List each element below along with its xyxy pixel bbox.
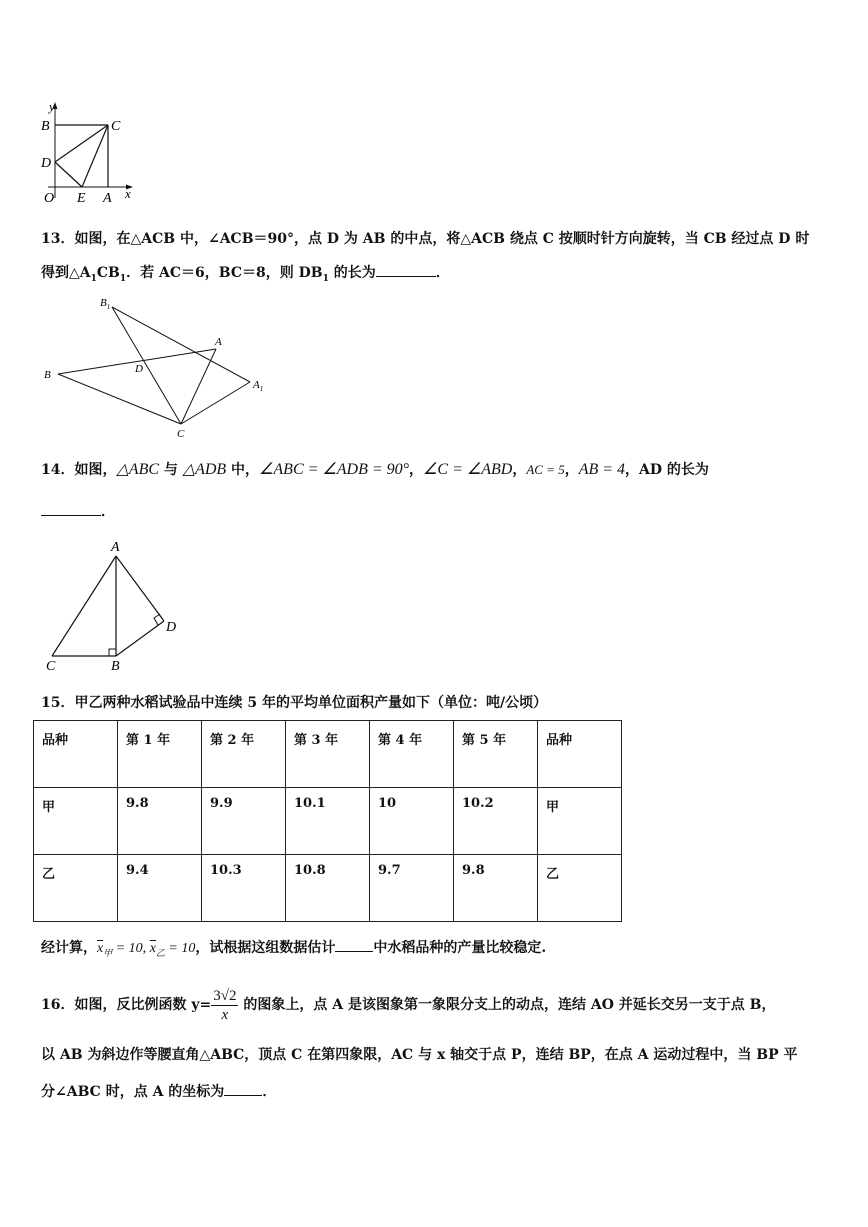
q14-eq1: ∠ABC = ∠ADB = 90° — [259, 461, 410, 478]
label-A1: $A_1$ — [253, 379, 264, 393]
label-B: B — [44, 369, 51, 381]
q16-end: ． — [262, 1084, 277, 1100]
segment-A-D — [116, 556, 164, 621]
segment-B-C — [58, 374, 181, 424]
label-y: y — [49, 99, 55, 114]
xbar-yi-val: = 10 — [164, 941, 196, 956]
q16-line2-text: 以 AB 为斜边作等腰直角△ABC，顶点 C 在第四象限，AC 与 x 轴交于点 P，连结 BP，在点 A 运动过程中，当 BP 平 — [41, 1047, 798, 1063]
label-E: E — [77, 191, 86, 206]
q16-answer-blank[interactable] — [224, 1080, 262, 1096]
segment-B1-A1 — [112, 307, 250, 382]
q16-frac-num: 3√2 — [213, 987, 237, 1004]
table-cell: 第 1 年 — [118, 721, 202, 788]
q13-text-a: 得到△A — [41, 265, 91, 281]
label-B: B — [111, 659, 120, 674]
figure-q13 — [38, 292, 278, 442]
table-cell: 甲 — [538, 788, 622, 855]
label-C: C — [46, 659, 56, 674]
segment-B1-C — [112, 307, 181, 424]
label-O: O — [44, 191, 55, 206]
q16-frac-den: x — [221, 1006, 229, 1023]
label-D: D — [166, 620, 177, 635]
q13-line2 — [41, 261, 450, 289]
table-cell: 品种 — [34, 721, 118, 788]
yield-table — [33, 720, 622, 922]
q14-tri2: △ADB — [182, 461, 227, 478]
right-angle-B — [109, 649, 116, 656]
q13-text-c: ．若 AC＝6，BC＝8，则 DB — [126, 265, 323, 281]
q15-mean-jia — [97, 941, 195, 956]
table-cell: 品种 — [538, 721, 622, 788]
q14-t1: 如图， — [74, 462, 117, 478]
q14-eq2: ∠C = ∠ABD — [423, 461, 513, 478]
table-cell: 乙 — [34, 855, 118, 922]
figure-q14 — [40, 535, 190, 675]
label-B1: $B_1$ — [100, 297, 111, 311]
label-A: A — [111, 540, 120, 555]
q13-sub-3: 1 — [322, 273, 329, 284]
q13-number: 13． — [41, 231, 75, 247]
label-B: B — [41, 119, 50, 134]
xbar-yi-sub: 乙 — [155, 947, 165, 958]
table-cell: 10.1 — [286, 788, 370, 855]
q14-t5: ， — [512, 462, 527, 478]
table-cell: 9.7 — [370, 855, 454, 922]
label-D: D — [135, 363, 143, 375]
q15-after-post: ，试根据这组数据估计 — [195, 940, 336, 956]
table-cell: 第 3 年 — [286, 721, 370, 788]
q16-line2 — [41, 1045, 798, 1065]
q16-pre: 如图，反比例函数 y= — [74, 997, 212, 1013]
label-C: C — [177, 428, 185, 440]
table-cell: 9.9 — [202, 788, 286, 855]
q16-number: 16． — [41, 997, 75, 1013]
table-cell: 10.3 — [202, 855, 286, 922]
figure-q12 — [40, 98, 150, 210]
table-row — [34, 788, 622, 855]
table-cell: 第 5 年 — [454, 721, 538, 788]
q13-sub-2: 1 — [119, 273, 127, 284]
q14-line1 — [41, 460, 709, 480]
table-cell: 第 2 年 — [202, 721, 286, 788]
q15-title-line — [41, 693, 547, 713]
table-header-row — [34, 721, 622, 788]
table-cell: 10.2 — [454, 788, 538, 855]
table-cell: 甲 — [34, 788, 118, 855]
q13-answer-blank[interactable] — [376, 261, 436, 277]
table-cell: 10 — [370, 788, 454, 855]
q14-t3: 中， — [226, 462, 260, 478]
q14-eq3: AC = 5 — [526, 462, 565, 477]
q15-number: 15． — [41, 695, 75, 711]
q14-end: ． — [101, 504, 115, 520]
q13-end: ． — [435, 265, 450, 281]
q15-title: 甲乙两种水稻试验品中连续 5 年的平均单位面积产量如下（单位：吨/公顷） — [74, 695, 548, 711]
xbar-jia-val: = 10, — [112, 941, 150, 956]
q15-after-pre: 经计算， — [41, 940, 97, 956]
q14-eq4: AB = 4 — [578, 461, 626, 478]
right-angle-D — [154, 614, 160, 625]
table-cell: 10.8 — [286, 855, 370, 922]
table-cell: 9.8 — [118, 788, 202, 855]
label-A: A — [103, 191, 112, 206]
xbar-jia-sub: 甲 — [103, 947, 113, 958]
q13-text-line1: 如图，在△ACB 中，∠ACB＝90°，点 D 为 AB 的中点，将△ACB 绕点 C 按顺时针方向旋转，当 CB 经过点 D 时 — [74, 231, 810, 247]
label-A: A — [215, 336, 222, 348]
segment-D-B — [116, 621, 164, 656]
label-D: D — [41, 156, 52, 171]
q16-line3 — [41, 1080, 276, 1102]
q14-t7: ，AD 的长为 — [625, 462, 709, 478]
q14-answer-blank[interactable] — [41, 500, 101, 516]
table-cell: 乙 — [538, 855, 622, 922]
table-row — [34, 855, 622, 922]
q14-t2: 与 — [159, 462, 183, 478]
q13-text-d: 的长为 — [328, 265, 376, 281]
segment-A-C — [52, 556, 116, 656]
segment-DE — [55, 162, 82, 187]
q14-t4: ， — [409, 462, 424, 478]
q16-line1 — [41, 983, 775, 1027]
xbar-yi: $\overline{x}$ — [149, 941, 156, 956]
table-cell: 9.8 — [454, 855, 538, 922]
q13-line1 — [41, 229, 809, 249]
q14-tri1: △ABC — [116, 461, 160, 478]
label-x: x — [125, 186, 131, 201]
q16-line3-pre: 分∠ABC 时，点 A 的坐标为 — [41, 1084, 225, 1100]
q15-after-end: 中水稻品种的产量比较稳定. — [373, 940, 547, 956]
q16-post: 的图象上，点 A 是该图象第一象限分支上的动点，连结 AO 并延长交另一支于点 B， — [238, 997, 776, 1013]
table-cell: 第 4 年 — [370, 721, 454, 788]
q15-after-line — [41, 936, 546, 963]
q14-line2 — [41, 500, 115, 522]
label-C: C — [111, 119, 121, 134]
q13-sub-1: 1 — [90, 273, 97, 284]
table-cell: 9.4 — [118, 855, 202, 922]
q16-fraction — [211, 987, 238, 1024]
q14-number: 14． — [41, 462, 75, 478]
xbar-jia: $\overline{x}$ — [97, 941, 104, 956]
q15-answer-blank[interactable] — [335, 936, 373, 952]
q14-t6: ， — [564, 462, 579, 478]
q13-text-b: CB — [96, 265, 120, 281]
